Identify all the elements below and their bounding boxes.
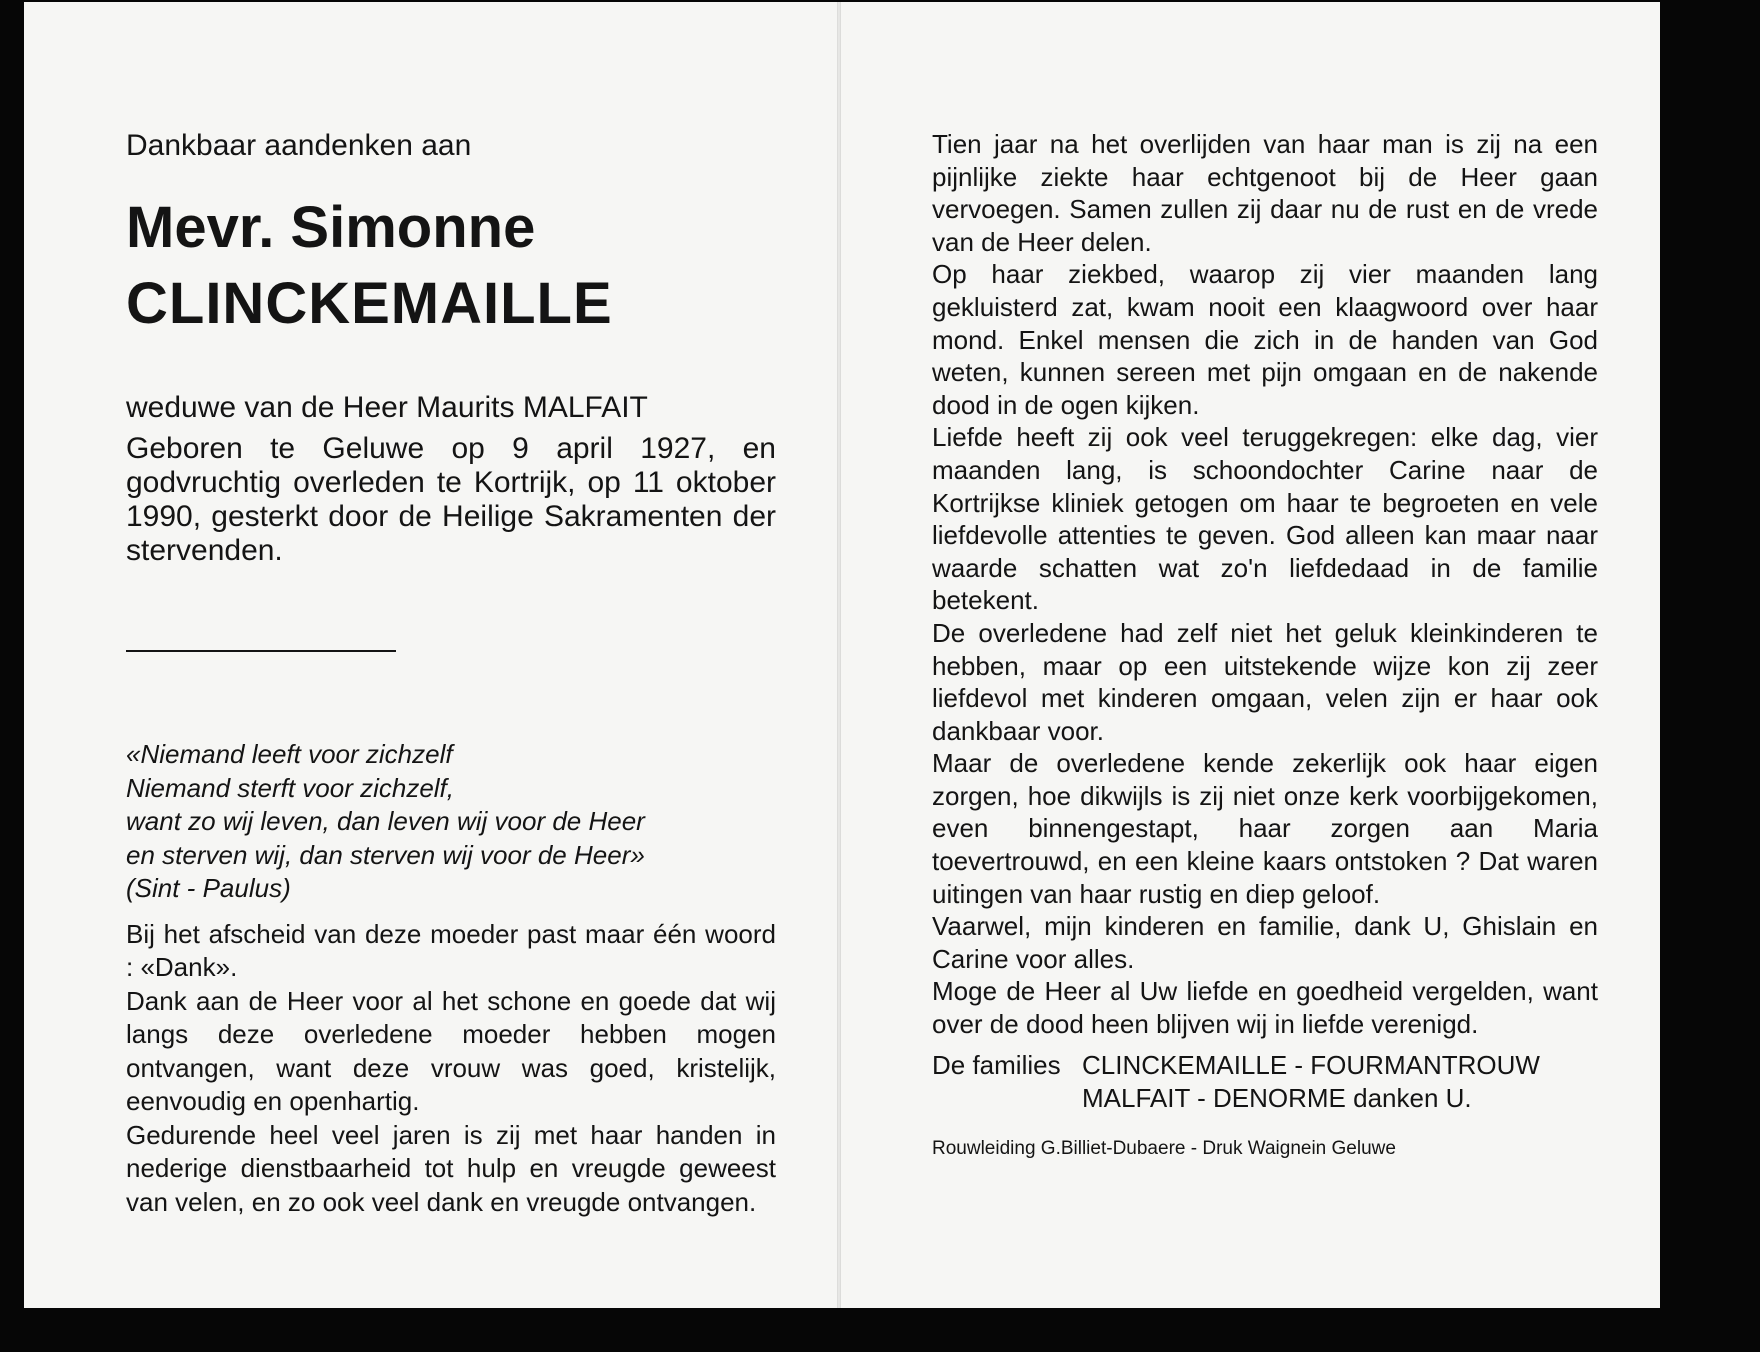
paragraph: Tien jaar na het overlijden van haar man is zij na een pijnlijke ziekte haar echtgenoot bij de Heer gaan vervoegen. Samen zullen zij daar nu de rust en de vrede van de Heer delen. <box>932 129 1598 257</box>
paragraph: Op haar ziekbed, waarop zij vier maanden lang gekluisterd zat, kwam nooit een klaagwoord over haar mond. Enkel mensen die zich in de handen van God weten, kunnen sereen met pijn omgaan en de nakende dood in de ogen kijken. <box>932 259 1598 420</box>
signature-families-line2: MALFAIT - DENORME danken U. <box>1082 1082 1472 1113</box>
paragraph: Gedurende heel veel jaren is zij met haar handen in nederige dienstbaarheid tot hulp en vreugde geweest van velen, en zo ook veel dank en vreugde ontvangen. <box>126 1119 776 1217</box>
paragraph: Dank aan de Heer voor al het schone en goede dat wij langs deze overledene moeder hebben mogen ontvangen, want deze vrouw was goed, kristelijk, eenvoudig en openhartig. <box>126 985 776 1116</box>
divider-rule <box>126 650 396 652</box>
quote-line: want zo wij leven, dan leven wij voor de Heer <box>126 806 645 836</box>
quote-line: Niemand sterft voor zichzelf, <box>126 772 455 803</box>
family-signature <box>932 1049 1598 1115</box>
paragraph: Bij het afscheid van deze moeder past maar één woord : «Dank». <box>126 918 776 982</box>
paragraph: Vaarwel, mijn kinderen en familie, dank U, Ghislain en Carine voor alles. <box>932 911 1598 974</box>
printer-credit: Rouwleiding G.Billiet-Dubaere - Druk Waignein Geluwe <box>932 1137 1396 1159</box>
quote-line: «Niemand leeft voor zichzelf <box>126 739 453 769</box>
paragraph: Moge de Heer al Uw liefde en goedheid vergelden, want over de dood heen blijven wij in liefde verenigd. <box>932 976 1598 1040</box>
left-panel <box>126 126 776 1219</box>
widow-text: weduwe van de Heer Maurits MALFAIT <box>126 391 648 424</box>
deceased-name-line2: CLINCKEMAILLE <box>126 271 613 336</box>
deceased-name-line1: Mevr. Simonne <box>126 195 536 260</box>
quote-line: en sterven wij, dan sterven wij voor de Heer» <box>126 839 645 870</box>
intro-text: Dankbaar aandenken aan <box>126 129 472 162</box>
right-panel <box>932 128 1598 1161</box>
paragraph: De overledene had zelf niet het geluk kleinkinderen te hebben, maar op een uitstekende wijze kon zij zeer liefdevol met kinderen omgaan, velen zijn er haar ook dankbaar voor. <box>932 617 1598 746</box>
paragraph: Maar de overledene kende zekerlijk ook haar eigen zorgen, hoe dikwijls is zij niet onze kerk voorbijgekomen, even binnengestapt, haar zorgen aan Maria toevertrouwd, en een kleine kaars ontstoken ? Dat waren uitingen van haar rustig en diep geloof. <box>932 748 1598 909</box>
signature-label: De families <box>932 1049 1061 1080</box>
quote-source: (Sint - Paulus) <box>126 873 291 903</box>
memorial-card <box>24 2 1660 1308</box>
left-body <box>126 918 776 1220</box>
paragraph: Liefde heeft zij ook veel teruggekregen: elke dag, vier maanden lang, is schoondochter Carine naar de Kortrijkse kliniek getogen om haar te begroeten en vele liefdevolle attenties te geven. God alleen kan maar naar waarde schatten wat zo'n liefdedaad in de familie betekent. <box>932 422 1598 616</box>
card-fold <box>837 2 841 1308</box>
bible-quote <box>126 738 776 906</box>
signature-families-line1: CLINCKEMAILLE - FOURMANTROUW <box>1082 1049 1540 1080</box>
birth-death-text: Geboren te Geluwe op 9 april 1927, en godvruchtig overleden te Kortrijk, op 11 oktober 1990, gesterkt door de Heilige Sakramenten der stervenden. <box>126 432 776 567</box>
